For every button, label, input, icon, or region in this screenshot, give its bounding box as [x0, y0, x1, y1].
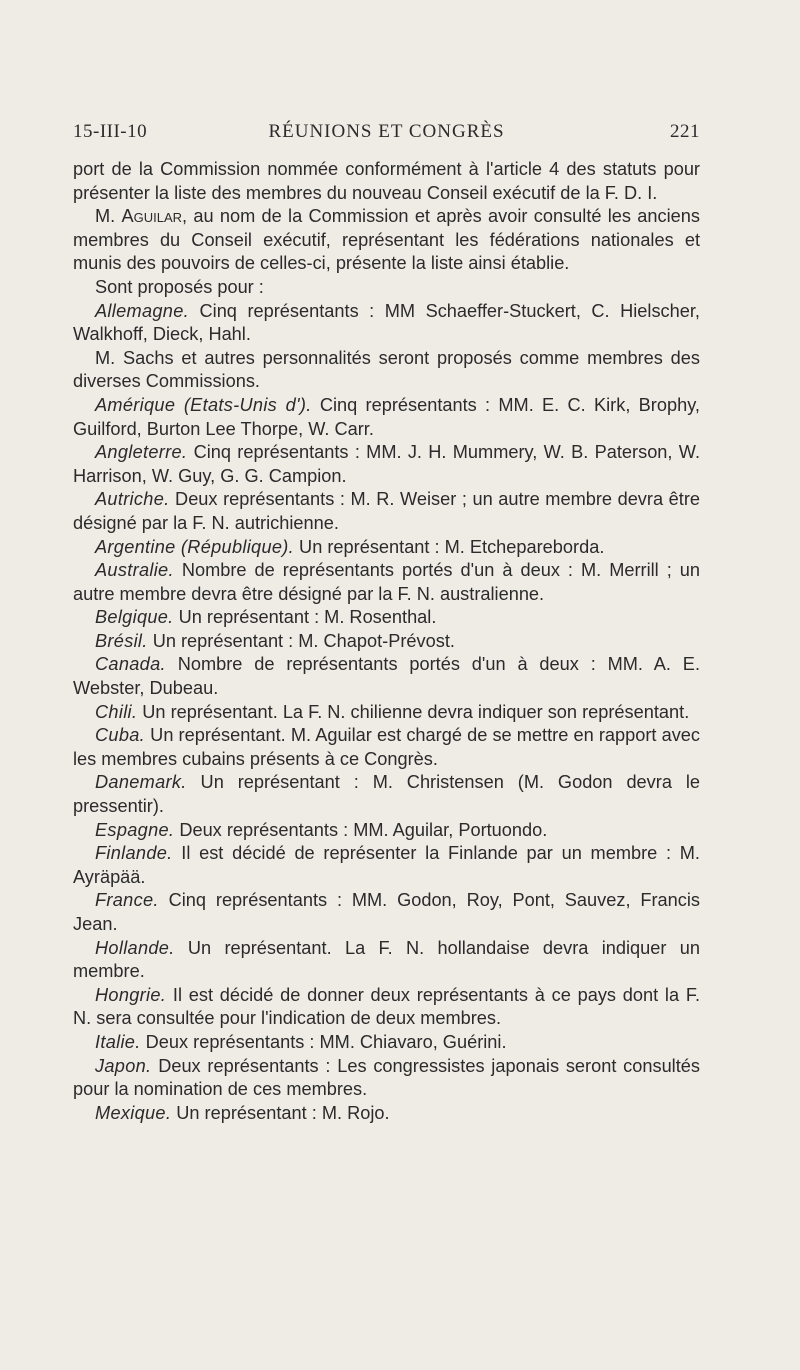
paragraph-text: Deux représentants : MM. Aguilar, Portuondo.: [174, 819, 548, 840]
paragraph: [73, 441, 700, 488]
country-name: Espagne.: [95, 819, 175, 840]
paragraph-text: Un représentant : M. Etchepareborda.: [294, 536, 605, 557]
country-name: Autriche.: [95, 489, 170, 510]
country-name: Cuba.: [95, 725, 146, 746]
running-header: [73, 121, 700, 151]
paragraph-text: Il est décidé de donner deux représentants à ce pays dont la F. N. sera consultée pour l'indication de deux membres.: [73, 984, 700, 1029]
page-body: [73, 158, 700, 1125]
paragraph-text: Cinq représentants : MM. Godon, Roy, Pont, Sauvez, Francis Jean.: [73, 890, 700, 934]
paragraph-text: Nombre de représentants portés d'un à deux : MM. A. E. Webster, Dubeau.: [73, 654, 700, 699]
paragraph-prefix: M.: [95, 206, 122, 227]
paragraph: [73, 653, 700, 700]
paragraph: [73, 559, 700, 606]
paragraph-text: Un représentant : M. Christensen (M. Godon devra le pressentir).: [73, 772, 700, 817]
country-name: Mexique.: [95, 1102, 172, 1123]
paragraph-text: Cinq représentants : MM. J. H. Mummery, W. B. Paterson, W. Harrison, W. Guy, G. G. Campion.: [73, 442, 700, 486]
header-date: 15-III-10: [73, 121, 148, 142]
country-name: Danemark.: [95, 772, 187, 793]
country-name: Australie.: [95, 560, 174, 581]
country-name: Hollande.: [95, 937, 175, 958]
paragraph: [73, 536, 700, 560]
paragraph: [73, 724, 700, 771]
country-name: Amérique (Etats-Unis d').: [95, 394, 312, 415]
paragraph: [73, 819, 700, 843]
paragraph-text: Deux représentants : Les congressistes japonais seront consultés pour la nomination de ces membres.: [73, 1055, 700, 1100]
country-name: Hongrie.: [95, 984, 167, 1005]
paragraph-text: Un représentant. La F. N. hollandaise devra indiquer un membre.: [73, 937, 700, 982]
paragraph: [73, 1102, 700, 1126]
paragraph: [73, 937, 700, 984]
country-name: Argentine (République).: [95, 536, 294, 557]
paragraph-text: Cinq représentants : MM Schaeffer-Stuckert, C. Hielscher, Walkhoff, Dieck, Hahl.: [73, 300, 700, 345]
paragraph-text: Sont proposés pour :: [95, 276, 264, 297]
paragraph-text: Il est décidé de représenter la Finlande par un membre : M. Ayräpää.: [73, 843, 700, 887]
paragraph: [73, 889, 700, 936]
paragraph-text: Un représentant. M. Aguilar est chargé de se mettre en rapport avec les membres cubains présents à ce Congrès.: [73, 725, 700, 769]
paragraph: [73, 984, 700, 1031]
country-name: Angleterre.: [95, 442, 188, 463]
paragraph-text: Cinq représentants : MM. E. C. Kirk, Brophy, Guilford, Burton Lee Thorpe, W. Carr.: [73, 394, 700, 439]
country-name: Japon.: [95, 1055, 152, 1076]
paragraph: [73, 158, 700, 205]
header-title: RÉUNIONS ET CONGRÈS: [268, 121, 505, 142]
paragraph-text: Deux représentants : MM. Chiavaro, Guérini.: [140, 1031, 507, 1052]
country-name: Italie.: [95, 1031, 141, 1052]
paragraph: [73, 300, 700, 347]
paragraph: [73, 771, 700, 818]
country-name: Chili.: [95, 701, 138, 722]
country-name: Brésil.: [95, 630, 148, 651]
paragraph: [73, 842, 700, 889]
paragraph: [73, 347, 700, 394]
page-number: 221: [670, 121, 700, 142]
paragraph: [73, 488, 700, 535]
paragraph-text: M. Sachs et autres personnalités seront proposés comme membres des diverses Commissions.: [73, 347, 700, 392]
country-name: Canada.: [95, 654, 166, 675]
paragraph-text: , au nom de la Commission et après avoir consulté les anciens membres du Conseil exécutif, représentant les fédérations nationales et munis des pouvoirs de celles-ci, présente la liste ainsi établie.: [73, 206, 700, 274]
country-name: Allemagne.: [95, 300, 189, 321]
paragraph-text: Un représentant. La F. N. chilienne devra indiquer son représentant.: [137, 701, 690, 722]
paragraph: [73, 205, 700, 276]
paragraph-text: Un représentant : M. Rojo.: [171, 1102, 390, 1123]
paragraph-text: Deux représentants : M. R. Weiser ; un autre membre devra être désigné par la F. N. autrichienne.: [73, 489, 700, 533]
paragraph-text: port de la Commission nommée conformément à l'article 4 des statuts pour présenter la liste des membres du nouveau Conseil exécutif de la F. D. I.: [73, 159, 700, 203]
speaker-name: Aguilar: [121, 206, 183, 227]
paragraph: [73, 394, 700, 441]
paragraph: [73, 701, 700, 725]
country-name: Finlande.: [95, 843, 173, 864]
country-name: Belgique.: [95, 607, 174, 628]
paragraph: [73, 630, 700, 654]
paragraph: [73, 1031, 700, 1055]
paragraph-text: Un représentant : M. Chapot-Prévost.: [147, 630, 455, 651]
paragraph: [73, 606, 700, 630]
paragraph-text: Nombre de représentants portés d'un à deux : M. Merrill ; un autre membre devra être désigné par la F. N. australienne.: [73, 560, 700, 604]
paragraph-text: Un représentant : M. Rosenthal.: [173, 607, 437, 628]
paragraph: [73, 276, 700, 300]
paragraph: [73, 1055, 700, 1102]
country-name: France.: [95, 890, 159, 911]
